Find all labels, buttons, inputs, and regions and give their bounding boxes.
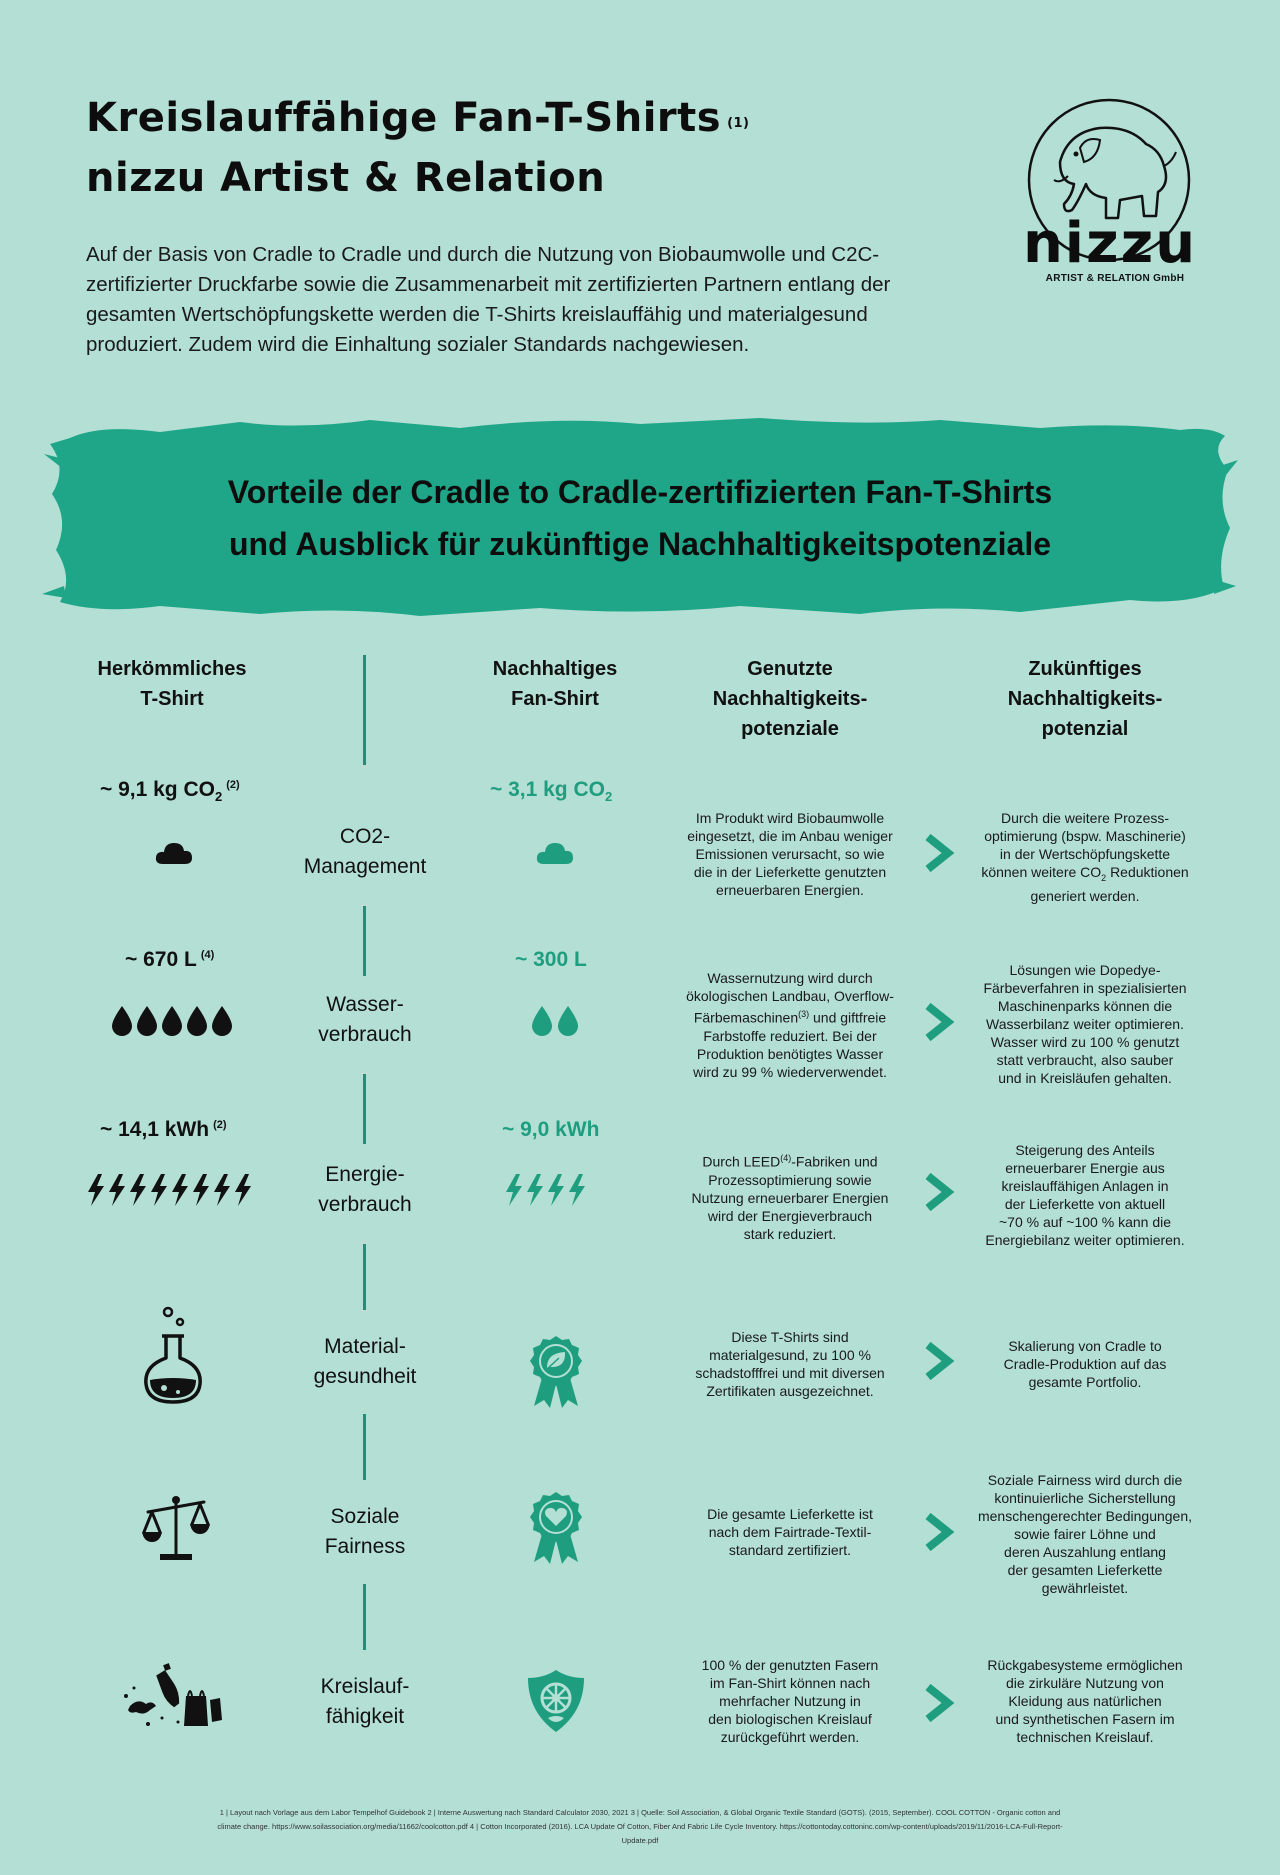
lightning-bolts-icon — [84, 1172, 262, 1208]
category-social-fairness: Soziale Fairness — [324, 1505, 406, 1558]
co2-sustainable-value: ~ 3,1 kg $CO_2$ — [490, 778, 613, 805]
column-header-used-potentials: Genutzte Nachhaltigkeits- potenziale — [712, 658, 868, 740]
column-header-sustainable: Nachhaltiges Fan-Shirt — [492, 658, 618, 710]
water-future-potential-text: Lösungen wie Dopedye- Färbeverfahren in spezialisierten Maschinenparks können die Wasserbilanz weiter optimieren. Wasser wird zu 100 % genutzt statt verbraucht, also sauber und in Kreisläufen gehalten. — [983, 962, 1187, 1086]
title-line-1: Kreislauffähige Fan-T-Shirts — [86, 95, 722, 141]
footnotes — [200, 1806, 1080, 1848]
co2-conventional-value: ~ 9,1 kg $CO_2^{(2)}$ — [100, 778, 240, 805]
lightning-bolts-icon — [502, 1172, 596, 1208]
footnote-line-2: climate change. https://www.soilassociation.org/media/11662/coolcotton.pdf 4 | Cotton Incorporated (2016). LCA Update Of Cotton, Fiber And Fabric Life Cycle Inventory. https://cottontoday.cottoninc.com/wp-content/uploads/2019/11/2016-LCA-Full-Report-Update.pdf — [217, 1822, 1063, 1845]
certificate-heart-icon — [526, 1490, 586, 1566]
column-header-future-potential: Zukünftiges Nachhaltigkeits- potenzial — [1007, 658, 1163, 740]
shield-wheel-icon — [526, 1668, 586, 1734]
certificate-leaf-icon — [526, 1334, 586, 1410]
water-drops-icon — [110, 1004, 236, 1038]
banner-line-1: Vorteile der Cradle to Cradle-zertifizierten Fan-T-Shirts — [227, 474, 1053, 510]
banner-title — [100, 466, 1180, 570]
divider-line — [363, 1584, 366, 1650]
water-used-potential-text: Wassernutzung wird durch ökologischen Landbau, Overflow- Färbemaschinen$^{(3)}$ und giftfreie Farbstoffe reduziert. Bei der Produktion benötigtes Wasser wird zu 99 % wiederverwendet. — [686, 970, 894, 1080]
waste-items-icon — [122, 1660, 224, 1736]
category-circularity: Kreislauf- fähigkeit — [320, 1675, 410, 1728]
energy-used-potential-text: Durch LEED$^{(4)}$-Fabriken und Prozessoptimierung sowie Nutzung erneuerbarer Energien wird der Energieverbrauch stark reduziert. — [691, 1153, 889, 1242]
divider-line — [363, 1244, 366, 1310]
flask-icon — [138, 1306, 208, 1406]
co2-future-potential-text: Durch die weitere Prozess- optimierung (bspw. Maschinerie) in der Wertschöpfungskette können weitere $CO_2$ Reduktionen generiert werden. — [981, 810, 1189, 904]
logo-subtitle: ARTIST & RELATION GmbH — [1045, 273, 1185, 284]
co2-used-potential-text: Im Produkt wird Biobaumwolle eingesetzt, die im Anbau weniger Emissionen verursacht, so wie die in der Lieferkette genutzten erneuerbaren Energien. — [687, 810, 893, 898]
category-water-consumption: Wasser- verbrauch — [318, 993, 412, 1046]
social-used-potential-text: Die gesamte Lieferkette ist nach dem Fairtrade-Textil- standard zertifiziert. — [707, 1506, 873, 1558]
material-used-potential-text: Diese T-Shirts sind materialgesund, zu 100 % schadstofffrei und mit diversen Zertifikaten ausgezeichnet. — [695, 1329, 885, 1399]
cloud-icon — [155, 840, 193, 866]
category-co2-management: CO2- Management — [303, 825, 427, 878]
circular-future-potential-text: Rückgabesysteme ermöglichen die zirkuläre Nutzung von Kleidung aus natürlichen und synthetischen Fasern im technischen Kreislauf. — [987, 1657, 1183, 1745]
category-energy-consumption: Energie- verbrauch — [318, 1163, 412, 1216]
chevron-right-icon — [922, 1341, 956, 1381]
intro-text: Auf der Basis von Cradle to Cradle und durch die Nutzung von Biobaumwolle und C2C-zertifizierter Druckfarbe sowie die Zusammenarbeit mit zertifizierten Partnern entlang der gesamten Wertschöpfungskette werden die T-Shirts kreislauffähig und materialgesund produziert. Zudem wird die Einhaltung sozialer Standards nachgewiesen. — [86, 243, 891, 356]
divider-line — [363, 906, 366, 976]
energy-conventional-value: ~ 14,1 kWh $^{(2)}$ — [100, 1118, 227, 1141]
column-header-conventional: Herkömmliches T-Shirt — [97, 658, 247, 710]
material-future-potential-text: Skalierung von Cradle to Cradle-Produktion auf das gesamte Portfolio. — [1003, 1338, 1167, 1390]
water-conventional-value: ~ 670 L $^{(4)}$ — [125, 948, 215, 971]
footnote-line-1: 1 | Layout nach Vorlage aus dem Labor Tempelhof Guidebook 2 | Interne Auswertung nach Standard Calculator 2030, 2021 3 | Quelle: Soil Association, & Global Organic Textile Standard (GOTS). (2015, September). COOL COTTON - Organic cotton and — [219, 1808, 1061, 1817]
logo-name: nizzu — [1022, 211, 1198, 276]
chevron-right-icon — [922, 1172, 956, 1212]
water-drops-icon — [530, 1004, 582, 1038]
title-line-2: nizzu Artist & Relation — [86, 155, 606, 201]
chevron-right-icon — [922, 1002, 956, 1042]
divider-line — [363, 655, 366, 765]
energy-sustainable-value: ~ 9,0 kWh — [502, 1118, 600, 1141]
chevron-right-icon — [922, 833, 956, 873]
category-material-health: Material- gesundheit — [313, 1335, 417, 1388]
divider-line — [363, 1074, 366, 1144]
chevron-right-icon — [922, 1512, 956, 1552]
energy-future-potential-text: Steigerung des Anteils erneuerbarer Energie aus kreislauffähigen Anlagen in der Lieferkette von aktuell ~70 % auf ~100 % kann die Energiebilanz weiter optimieren. — [985, 1142, 1185, 1248]
divider-line — [363, 1414, 366, 1480]
water-sustainable-value: ~ 300 L — [515, 948, 587, 971]
cloud-icon — [536, 840, 574, 866]
chevron-right-icon — [922, 1683, 956, 1723]
banner-line-2: und Ausblick für zukünftige Nachhaltigkeitspotenziale — [228, 526, 1051, 562]
social-future-potential-text: Soziale Fairness wird durch die kontinuierliche Sicherstellung menschengerechter Bedingungen, sowie fairer Löhne und deren Auszahlung entlang der gesamten Lieferkette gewährleistet. — [977, 1472, 1193, 1596]
scales-icon — [140, 1492, 212, 1564]
title-footnote-ref: (1) — [727, 116, 750, 131]
page-title — [86, 88, 750, 208]
circular-used-potential-text: 100 % der genutzten Fasern im Fan-Shirt können nach mehrfacher Nutzung in den biologischen Kreislauf zurückgeführt werden. — [701, 1657, 879, 1745]
